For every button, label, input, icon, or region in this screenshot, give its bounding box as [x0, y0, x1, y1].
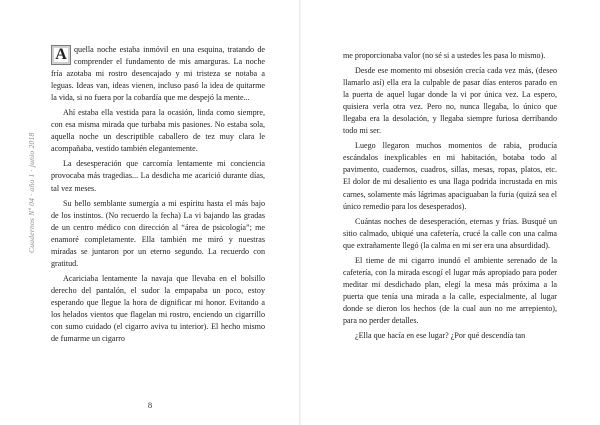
paragraph-7: Luego llegaron muchos momentos de rabia, producía escándalos inexplicables en mi habitación, botaba todo al pavimento, cuadernos, cuadros, sillas, mesas, ropas, platos, etc. El dolor de mi desaliento es una llaga podrida incrustada en mis carnes, solamente más lágrimas apaciguaban la furia (quizá sea el único remedio para los desesperados). [343, 141, 557, 211]
left-page-text [51, 44, 265, 348]
journal-spine-label [27, 45, 41, 255]
page-number: 8 [147, 400, 153, 410]
right-page-text [343, 50, 557, 345]
paragraph-1 [51, 44, 265, 104]
paragraph-8: Cuántas noches de desesperación, eternas y frías. Busqué un sitio calmado, ubiqué una cafetería, crucé la calle con una calma que extrañamente llegó (la calma en mi ser era una absurdidad). [343, 216, 557, 250]
journal-spine-text: Cuadernos Nº 04 ∙ año 1 ∙ junio 2018 [27, 132, 36, 253]
paragraph-5: Acariciaba lentamente la navaja que llevaba en el bolsillo derecho del pantalón, el sudor la empapaba un poco, estoy esperando que llegue la hora de dignificar mi honor. Evitando a los helados vientos que flagelan mi rostro, enciendo un cigarrillo con sumo cuidado (el cigarro aviva tu interior). El hecho mismo de fumarme un cigarro [51, 273, 265, 344]
paragraph-3: La desesperación que carcomía lentamente mi conciencia provocaba más tragedias... La desdicha me acarició durante días, tal vez meses. [51, 159, 265, 193]
paragraph-4: Su bello semblante sumergía a mi espíritu hasta el más bajo de los instintos. (No recuerdo la fecha) La vi bajando las gradas de un centro médico con dirección al “área de psicología”; me enamoré completamente. Ella también me miró y nuestras miradas se juntaron por un eterno segundo. La recuerdo con gratitud. [51, 198, 265, 268]
paragraph-10: ¿Ella que hacía en ese lugar? ¿Por qué descendía tan [355, 331, 526, 341]
paragraph-9: El tieme de mi cigarro inundó el ambiente serenado de la cafetería, con la mirada escogí el lugar más apropiado para poder meditar mi desdichado plan, elegí la mesa más próxima a la puerta que tenía una mirada a la calle, especialmente, al lugar donde se dieron los hechos (de la cual aun no me arrepiento), para no perder detalles. [343, 255, 557, 325]
paragraph-6: Desde ese momento mi obsesión crecía cada vez más, (deseo llamarlo así) ella era la culpable de pasar días enteros parado en la puerta de aquel lugar donde la vi por única vez. La espero, quisiera verla otra vez. Pero no, nunca llegaba, lo único que llegaba era la desolación, y llegaba siempre furiosa derribando todo mi ser. [343, 66, 557, 136]
paragraph-continued: me proporcionaba valor (no sé si a ustedes les pasa lo mismo). [343, 51, 546, 60]
book-gutter [299, 0, 301, 425]
drop-cap: A [51, 45, 71, 65]
paragraph-1-text: quella noche estaba inmóvil en una esquina, tratando de comprender el fundamento de mis amarguras. La noche fría azotaba mi rostro desencajado y mi tristeza se notaba a leguas. Ideas van, ideas vienen, incluso pasó la idea de quitarme la vida, si no fuera por la cobardía que me despejó la mente... [51, 45, 265, 103]
paragraph-2: Ahí estaba ella vestida para la ocasión, linda como siempre, con esa misma mirada que turbaba mis pasiones. No estaba sola, aquella noche un descriptible caballero de tez muy clara le acompañaba, vestido también elegantemente. [51, 108, 265, 154]
